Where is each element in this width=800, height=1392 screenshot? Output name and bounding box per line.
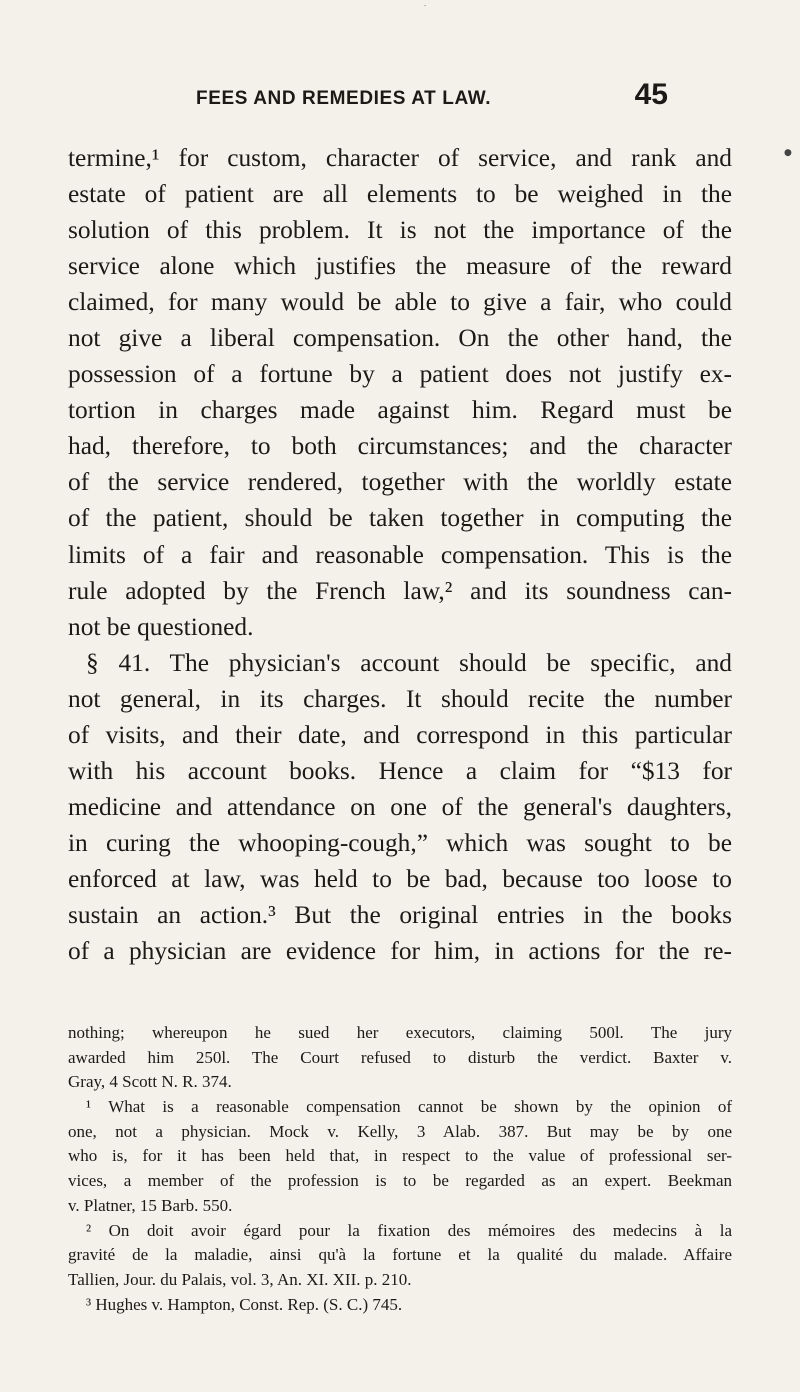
body-line: enforced at law, was held to be bad, because too loose to bbox=[68, 864, 732, 893]
footnote-line: v. Platner, 15 Barb. 550. bbox=[68, 1195, 233, 1215]
footnote-line: nothing; whereupon he sued her executors, claiming 500l. The jury bbox=[68, 1023, 732, 1042]
body-line: with his account books. Hence a claim for “$13 for bbox=[68, 756, 732, 785]
body-line: possession of a fortune by a patient does not justify ex- bbox=[68, 360, 732, 389]
body-line: limits of a fair and reasonable compensation. This is the bbox=[68, 540, 732, 569]
footnote-line: Tallien, Jour. du Palais, vol. 3, An. XI. XII. p. 210. bbox=[68, 1269, 412, 1289]
body-line: of visits, and their date, and correspond in this particular bbox=[68, 720, 732, 749]
body-line: not be questioned. bbox=[68, 612, 254, 641]
body-line: sustain an action.³ But the original entries in the books bbox=[68, 900, 732, 929]
body-line: of the service rendered, together with the worldly estate bbox=[68, 468, 732, 497]
footnote-line: gravité de la maladie, ainsi qu'à la fortune et la qualité du malade. Affaire bbox=[68, 1245, 732, 1265]
body-line: of the patient, should be taken together in computing the bbox=[68, 504, 732, 533]
footnote-line: vices, a member of the profession is to be regarded as an expert. Beekman bbox=[68, 1171, 732, 1191]
print-speck: . bbox=[424, 0, 427, 8]
body-line: termine,¹ for custom, character of service, and rank and bbox=[68, 144, 732, 172]
section-heading-line: § 41. The physician's account should be specific, and bbox=[86, 648, 732, 677]
body-line: of a physician are evidence for him, in actions for the re- bbox=[68, 937, 732, 966]
body-line: had, therefore, to both circumstances; and the character bbox=[68, 432, 732, 461]
body-text bbox=[68, 140, 732, 969]
body-line: claimed, for many would be able to give a fair, who could bbox=[68, 288, 732, 317]
body-line: not give a liberal compensation. On the other hand, the bbox=[68, 324, 732, 353]
footnotes bbox=[68, 1021, 732, 1317]
margin-mark: ● bbox=[784, 148, 792, 158]
footnote-line: one, not a physician. Mock v. Kelly, 3 Alab. 387. But may be by one bbox=[68, 1121, 732, 1141]
footnote-line: ² On doit avoir égard pour la fixation des mémoires des medecins à la bbox=[86, 1220, 732, 1240]
body-line: medicine and attendance on one of the general's daughters, bbox=[68, 792, 732, 821]
footnote-line: awarded him 250l. The Court refused to disturb the verdict. Baxter v. bbox=[68, 1047, 732, 1067]
body-line: not general, in its charges. It should recite the number bbox=[68, 684, 732, 713]
footnote-line: Gray, 4 Scott N. R. 374. bbox=[68, 1072, 232, 1092]
body-line: tortion in charges made against him. Regard must be bbox=[68, 396, 732, 425]
body-line: rule adopted by the French law,² and its soundness can- bbox=[68, 576, 732, 605]
body-line: solution of this problem. It is not the importance of the bbox=[68, 216, 732, 245]
body-line: in curing the whooping-cough,” which was sought to be bbox=[68, 828, 732, 857]
footnote-line: ³ Hughes v. Hampton, Const. Rep. (S. C.) 745. bbox=[86, 1294, 403, 1314]
body-line: estate of patient are all elements to be weighed in the bbox=[68, 180, 732, 209]
footnote-line: ¹ What is a reasonable compensation cannot be shown by the opinion of bbox=[86, 1097, 732, 1117]
footnote-line: who is, for it has been held that, in respect to the value of professional ser- bbox=[68, 1146, 732, 1166]
body-line: service alone which justifies the measure of the reward bbox=[68, 252, 732, 281]
page-number: 45 bbox=[634, 78, 668, 111]
running-head: FEES AND REMEDIES AT LAW. bbox=[196, 88, 492, 109]
